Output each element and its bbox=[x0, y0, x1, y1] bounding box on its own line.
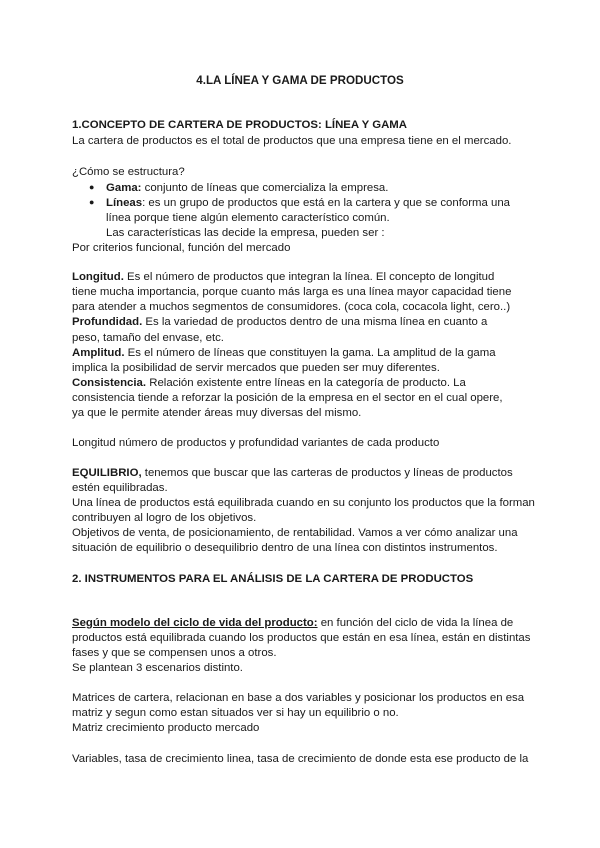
equilibrio-line-5: Objetivos de venta, de posicionamiento, de rentabilidad. Vamos a ver cómo analizar una bbox=[72, 527, 518, 539]
profundidad-text: Es la variedad de productos dentro de una misma línea en cuanto a bbox=[142, 316, 488, 328]
longitud-line-3: para atender a muchos segmentos de consumidores. (coca cola, cocacola light, cero..) bbox=[72, 301, 511, 313]
consistencia-text: Relación existente entre líneas en la categoría de producto. La bbox=[146, 377, 466, 389]
intro-line: La cartera de productos es el total de productos que una empresa tiene en el mercado. bbox=[72, 135, 512, 147]
gama-term: Gama: bbox=[106, 182, 142, 194]
longitud-term: Longitud. bbox=[72, 271, 124, 283]
gama-text: conjunto de líneas que comercializa la empresa. bbox=[141, 182, 389, 194]
consistencia-line-3: ya que le permite atender áreas muy diversas del mismo. bbox=[72, 407, 362, 419]
bullet-icon: ● bbox=[89, 182, 95, 192]
question-line: ¿Cómo se estructura? bbox=[72, 166, 185, 178]
gama-item bbox=[106, 181, 388, 195]
equilibrio-text: tenemos que buscar que las carteras de productos y líneas de productos bbox=[141, 467, 513, 479]
page-title: 4.LA LÍNEA Y GAMA DE PRODUCTOS bbox=[196, 74, 404, 87]
longitud-line-2: tiene mucha importancia, porque cuanto más larga es una línea mayor capacidad tiene bbox=[72, 286, 512, 298]
ciclo-line-3: fases y que se compensen unos a otros. bbox=[72, 647, 277, 659]
ciclo-line-4: Se plantean 3 escenarios distinto. bbox=[72, 662, 243, 674]
amplitud-line-2: implica la posibilidad de servir mercados que pueden ser muy diferentes. bbox=[72, 362, 440, 374]
equilibrio-line-2: estén equilibradas. bbox=[72, 482, 168, 494]
section-2-heading: 2. INSTRUMENTOS PARA EL ANÁLISIS DE LA CARTERA DE PRODUCTOS bbox=[72, 573, 474, 585]
lineas-item bbox=[106, 196, 510, 210]
amplitud-term: Amplitud. bbox=[72, 347, 125, 359]
ciclo-line-1 bbox=[72, 616, 513, 630]
ciclo-line-2: productos está equilibrada cuando los productos que están en esa línea, están en distintas bbox=[72, 632, 531, 644]
consistencia-line-1 bbox=[72, 376, 466, 390]
longitud-note: Longitud número de productos y profundidad variantes de cada producto bbox=[72, 437, 440, 449]
lineas-term: Líneas bbox=[106, 197, 143, 209]
consistencia-term: Consistencia. bbox=[72, 377, 147, 389]
equilibrio-line-4: contribuyen al logro de los objetivos. bbox=[72, 512, 257, 524]
bullet-icon: ● bbox=[89, 197, 95, 207]
amplitud-text: Es el número de líneas que constituyen la gama. La amplitud de la gama bbox=[124, 347, 496, 359]
equilibrio-line-3: Una línea de productos está equilibrada cuando en su conjunto los productos que la forman bbox=[72, 497, 535, 509]
variables-line-1: Variables, tasa de crecimiento linea, tasa de crecimiento de donde esta ese producto de la bbox=[72, 753, 529, 765]
amplitud-line-1 bbox=[72, 346, 496, 360]
equilibrio-line-6: situación de equilibrio o desequilibrio dentro de una línea con distintos instrumentos. bbox=[72, 542, 498, 554]
matrices-line-3: Matriz crecimiento producto mercado bbox=[72, 722, 260, 734]
profundidad-line-2: peso, tamaño del envase, etc. bbox=[72, 332, 224, 344]
ciclo-term: Según modelo del ciclo de vida del producto: bbox=[72, 617, 318, 629]
equilibrio-line-1 bbox=[72, 466, 513, 480]
profundidad-term: Profundidad. bbox=[72, 316, 143, 328]
lineas-cont-1: línea porque tiene algún elemento característico común. bbox=[106, 212, 390, 224]
ciclo-text: en función del ciclo de vida la línea de bbox=[317, 617, 514, 629]
lineas-cont-2: Las características las decide la empresa, pueden ser : bbox=[106, 227, 385, 239]
longitud-line-1 bbox=[72, 270, 494, 284]
lineas-text: : es un grupo de productos que está en la cartera y que se conforma una bbox=[142, 197, 510, 209]
matrices-line-1: Matrices de cartera, relacionan en base a dos variables y posicionar los productos en esa bbox=[72, 692, 525, 704]
criterios-line: Por criterios funcional, función del mercado bbox=[72, 242, 291, 254]
equilibrio-term: EQUILIBRIO, bbox=[72, 467, 142, 479]
profundidad-line-1 bbox=[72, 315, 487, 329]
matrices-line-2: matriz y segun como estan situados ver si hay un equilibrio o no. bbox=[72, 707, 399, 719]
section-1-heading: 1.CONCEPTO DE CARTERA DE PRODUCTOS: LÍNEA Y GAMA bbox=[72, 119, 408, 131]
consistencia-line-2: consistencia tiende a reforzar la posición de la empresa en el sector en el cual opere, bbox=[72, 392, 503, 404]
longitud-text: Es el número de productos que integran la línea. El concepto de longitud bbox=[123, 271, 495, 283]
